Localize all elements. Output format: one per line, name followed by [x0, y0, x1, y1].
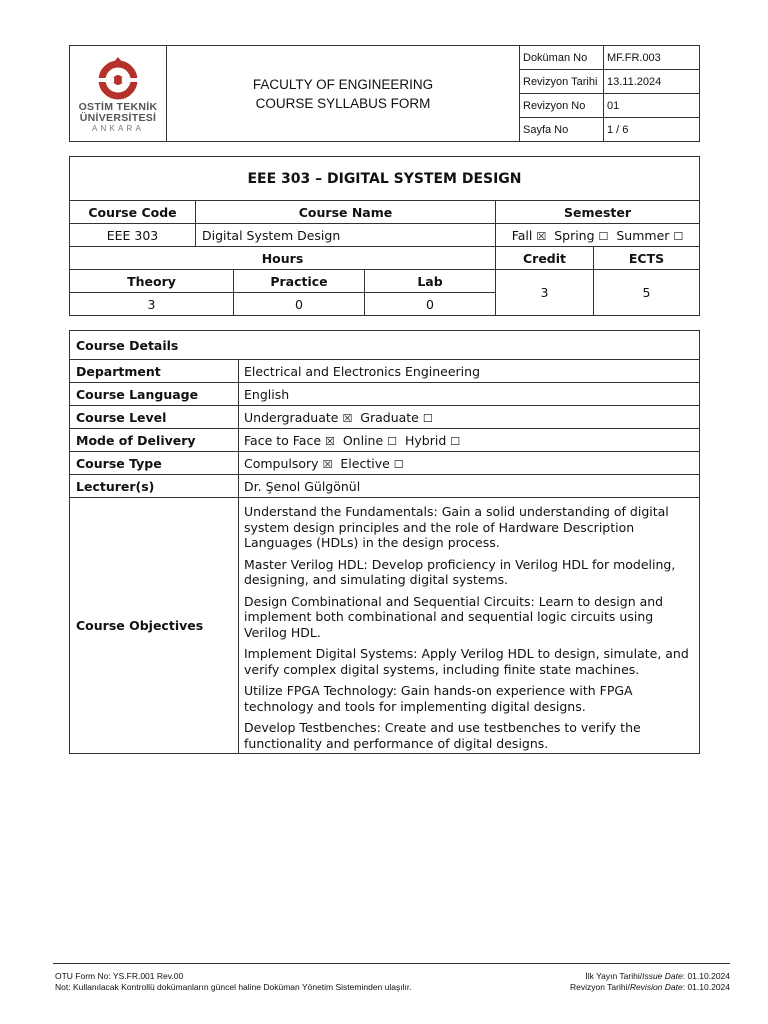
unchecked-box-icon: ☐: [673, 229, 684, 243]
footer-form-no: OTU Form No: YS.FR.001 Rev.00: [55, 971, 184, 981]
ects-header: ECTS: [594, 247, 700, 270]
form-title: [167, 46, 520, 142]
semester-options: [496, 224, 700, 247]
level-option-graduate[interactable]: Graduate ☐: [360, 409, 433, 425]
credit-header: Credit: [496, 247, 594, 270]
level-label: Course Level: [70, 406, 239, 429]
theory-value: 3: [70, 293, 234, 316]
footer-issue-date: İlk Yayın Tarihi/Issue Date: 01.10.2024: [585, 971, 730, 981]
meta-label: Sayfa No: [520, 118, 604, 142]
language-label: Course Language: [70, 383, 239, 406]
delivery-option-online[interactable]: Online ☐: [342, 432, 398, 448]
course-title: EEE 303 – DIGITAL SYSTEM DESIGN: [70, 157, 700, 201]
course-code-header: Course Code: [70, 201, 196, 224]
objective-item: Utilize FPGA Technology: Gain hands-on experience with FPGA technology and tools for implementing digital designs.: [244, 683, 633, 714]
unchecked-box-icon: ☐: [598, 229, 609, 243]
lecturer-label: Lecturer(s): [70, 475, 239, 498]
ects-value: 5: [594, 270, 700, 316]
form-title-line1: FACULTY OF ENGINEERING: [252, 76, 434, 92]
meta-value: MF.FR.003: [604, 46, 700, 70]
lab-value: 0: [365, 293, 496, 316]
meta-value: 13.11.2024: [604, 70, 700, 94]
footer-note: Not: Kullanılacak Kontrollü dokümanların güncel haline Doküman Yönetim Sisteminden ulaşılır.: [55, 982, 412, 992]
university-logo: [70, 46, 167, 142]
level-options: [239, 406, 700, 429]
unchecked-box-icon: ☐: [450, 434, 461, 448]
course-info-table: [69, 156, 700, 316]
lab-header: Lab: [365, 270, 496, 293]
meta-value: 1 / 6: [604, 118, 700, 142]
department-value: Electrical and Electronics Engineering: [239, 360, 700, 383]
department-label: Department: [70, 360, 239, 383]
objective-item: Understand the Fundamentals: Gain a solid understanding of digital system design principles and the role of Hardware Description Languages (HDLs) in the design process.: [244, 504, 669, 550]
course-details-table: [69, 330, 700, 754]
course-code-value: EEE 303: [70, 224, 196, 247]
language-value: English: [239, 383, 700, 406]
type-label: Course Type: [70, 452, 239, 475]
objective-item: Design Combinational and Sequential Circuits: Learn to design and implement both combinational and sequential logic circuits using Verilog HDL.: [244, 593, 664, 640]
meta-label: Revizyon No: [520, 94, 604, 118]
objectives-label: Course Objectives: [70, 498, 239, 754]
semester-option-summer[interactable]: Summer ☐: [616, 227, 684, 243]
delivery-option-hybrid[interactable]: Hybrid ☐: [404, 432, 461, 448]
theory-header: Theory: [70, 270, 234, 293]
university-emblem-icon: [96, 54, 140, 100]
practice-header: Practice: [234, 270, 365, 293]
logo-city: ANKARA: [91, 124, 145, 133]
unchecked-box-icon: ☐: [387, 434, 398, 448]
footer-revision-date: Revizyon Tarihi/Revision Date: 01.10.2024: [569, 982, 730, 992]
semester-option-fall[interactable]: Fall ☒: [511, 227, 547, 243]
delivery-label: Mode of Delivery: [70, 429, 239, 452]
logo-name-line2: ÜNİVERSİTESİ: [79, 112, 157, 124]
objective-item: Master Verilog HDL: Develop proficiency in Verilog HDL for modeling, designing, and simulating digital systems.: [244, 556, 676, 587]
meta-label: Revizyon Tarihi: [520, 70, 604, 94]
practice-value: 0: [234, 293, 365, 316]
hours-header: Hours: [70, 247, 496, 270]
unchecked-box-icon: ☐: [422, 411, 433, 425]
semester-header: Semester: [496, 201, 700, 224]
unchecked-box-icon: ☐: [393, 457, 404, 471]
checked-box-icon: ☒: [322, 457, 333, 471]
type-options: [239, 452, 700, 475]
credit-value: 3: [496, 270, 594, 316]
objective-item: Implement Digital Systems: Apply Verilog HDL to design, simulate, and verify complex digital systems, including finite state machines.: [244, 646, 689, 677]
meta-label: Doküman No: [520, 46, 604, 70]
form-title-line2: COURSE SYLLABUS FORM: [255, 95, 431, 111]
checked-box-icon: ☒: [536, 229, 547, 243]
course-name-header: Course Name: [196, 201, 496, 224]
course-details-heading: Course Details: [70, 331, 700, 360]
objective-item: Develop Testbenches: Create and use testbenches to verify the functionality and performance of digital designs.: [244, 720, 641, 751]
logo-name-line1: OSTİM TEKNİK: [78, 101, 158, 113]
lecturer-value: Dr. Şenol Gülgönül: [239, 475, 700, 498]
document-header: [69, 45, 700, 142]
footer-divider: [53, 963, 730, 964]
checked-box-icon: ☒: [342, 411, 353, 425]
objectives-list: [239, 498, 700, 754]
type-option-elective[interactable]: Elective ☐: [340, 455, 404, 471]
delivery-options: [239, 429, 700, 452]
checked-box-icon: ☒: [325, 434, 335, 448]
semester-option-spring[interactable]: Spring ☐: [554, 227, 609, 243]
level-option-undergraduate[interactable]: Undergraduate ☒: [244, 409, 353, 425]
delivery-option-face-to-face[interactable]: Face to Face ☒: [244, 432, 335, 448]
type-option-compulsory[interactable]: Compulsory ☒: [244, 455, 333, 471]
course-name-value: Digital System Design: [196, 224, 496, 247]
meta-value: 01: [604, 94, 700, 118]
